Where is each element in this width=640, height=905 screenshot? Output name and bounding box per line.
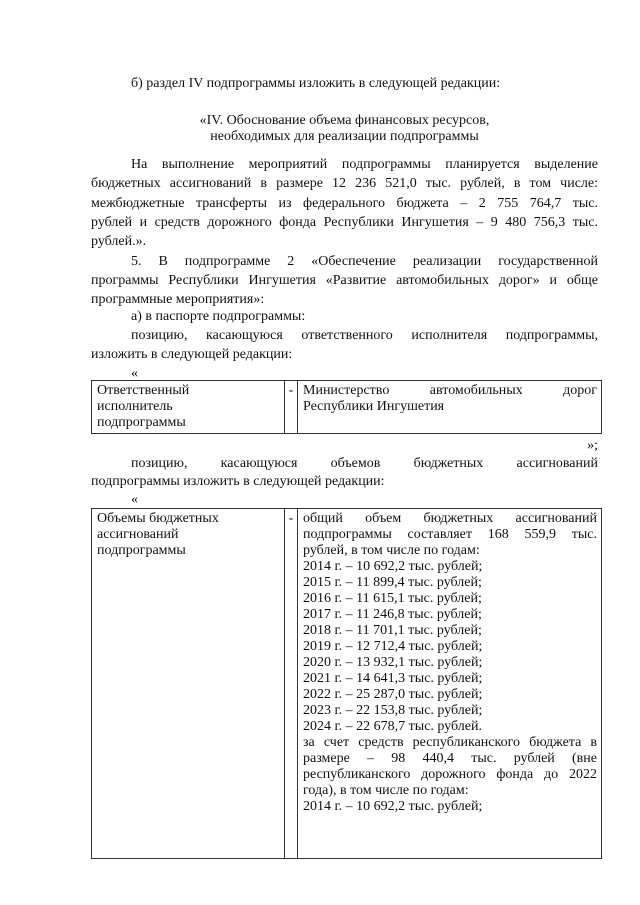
paragraph-line: позицию, касающуюся ответственного исполнителя подпрограммы,: [131, 328, 598, 343]
paragraph-line: программные мероприятия»:: [91, 292, 265, 307]
close-quote: »;: [587, 438, 598, 453]
year-amount: 2019 г. – 12 712,4 тыс. рублей;: [303, 639, 483, 654]
paragraph-line: программы Республики Ингушетия «Развитие автомобильных дорог» и обще: [91, 273, 598, 288]
paragraph-line: бюджетных ассигнований в размере 12 236 521,0 тыс. рублей, в том числе:: [91, 176, 598, 191]
year-amount: 2016 г. – 11 615,1 тыс. рублей;: [303, 591, 482, 606]
table-cell-value: общий объем бюджетных ассигнований подпрограммы составляет 168 559,9 тыс. рублей, в том числе по годам: 2014 г. – 10 692,2 тыс. рублей; 2015 г. – 11 899,4 тыс. рублей; 2016 г. – 11 615,1 тыс. рублей; 2017 г. – 11 246,8 тыс. рублей; 2018 г. – 11 701,1 тыс. рублей; 2019 г. – 12 712,4 тыс. рублей; 2020 г. – 13 932,1 тыс. рублей; 2021 г. – 14 641,3 тыс. рублей; 2022 г. – 25 287,0 тыс. рублей; 2023 г. – 22 153,8 тыс. рублей; 2024 г. – 22 678,7 тыс. рублей. за счет средств республиканского бюджета в размере – 98 440,4 тыс. рублей (вне республиканского дорожного фонда до 2022 года), в том числе по годам: 2014 г. – 10 692,2 тыс. рублей;: [298, 509, 602, 859]
year-amount: 2022 г. – 25 287,0 тыс. рублей;: [303, 687, 483, 702]
table-cell-dash: -: [285, 509, 298, 859]
table-cell-label: Ответственный исполнитель подпрограммы: [92, 381, 285, 434]
open-quote: «: [131, 366, 138, 381]
year-amount: 2024 г. – 22 678,7 тыс. рублей.: [303, 719, 482, 734]
paragraph-line: подпрограммы изложить в следующей редакции:: [91, 474, 385, 489]
paragraph-line: изложить в следующей редакции:: [91, 347, 293, 362]
year-amount: 2014 г. – 10 692,2 тыс. рублей;: [303, 799, 483, 814]
intro-line: б) раздел IV подпрограммы изложить в следующей редакции:: [131, 76, 501, 91]
table-row: [92, 381, 602, 434]
section-heading-line-2: необходимых для реализации подпрограммы: [210, 129, 479, 144]
paragraph-line: На выполнение мероприятий подпрограммы планируется выделение: [131, 157, 598, 172]
paragraph-line: позицию, касающуюся объемов бюджетных ассигнований: [131, 456, 598, 471]
paragraph-line: рублей.».: [91, 234, 147, 249]
table-cell-dash: -: [285, 381, 298, 434]
responsible-executor-table: [91, 380, 602, 434]
list-item-a: а) в паспорте подпрограммы:: [131, 309, 306, 324]
table-row: [92, 509, 602, 859]
year-amount: 2014 г. – 10 692,2 тыс. рублей;: [303, 559, 483, 574]
year-amount: 2020 г. – 13 932,1 тыс. рублей;: [303, 655, 483, 670]
table-cell-label: Объемы бюджетных ассигнований подпрограммы: [92, 509, 285, 859]
paragraph-line: межбюджетные трансферты из федерального бюджета – 2 755 764,7 тыс.: [91, 196, 598, 211]
budget-allocation-table: [91, 508, 602, 859]
year-amount: 2021 г. – 14 641,3 тыс. рублей;: [303, 671, 483, 686]
open-quote: «: [131, 492, 138, 507]
year-amount: 2018 г. – 11 701,1 тыс. рублей;: [303, 623, 482, 638]
paragraph-line: рублей и средств дорожного фонда Республики Ингушетия – 9 480 756,3 тыс.: [91, 215, 598, 230]
table-cell-value: Министерство автомобильных дорог Республики Ингушетия: [298, 381, 602, 434]
year-amount: 2017 г. – 11 246,8 тыс. рублей;: [303, 607, 482, 622]
year-amount: 2015 г. – 11 899,4 тыс. рублей;: [303, 575, 482, 590]
paragraph-line: 5. В подпрограмме 2 «Обеспечение реализации государственной: [131, 254, 598, 269]
section-heading-line-1: «IV. Обоснование объема финансовых ресурсов,: [199, 113, 490, 128]
year-amount: 2023 г. – 22 153,8 тыс. рублей;: [303, 703, 483, 718]
